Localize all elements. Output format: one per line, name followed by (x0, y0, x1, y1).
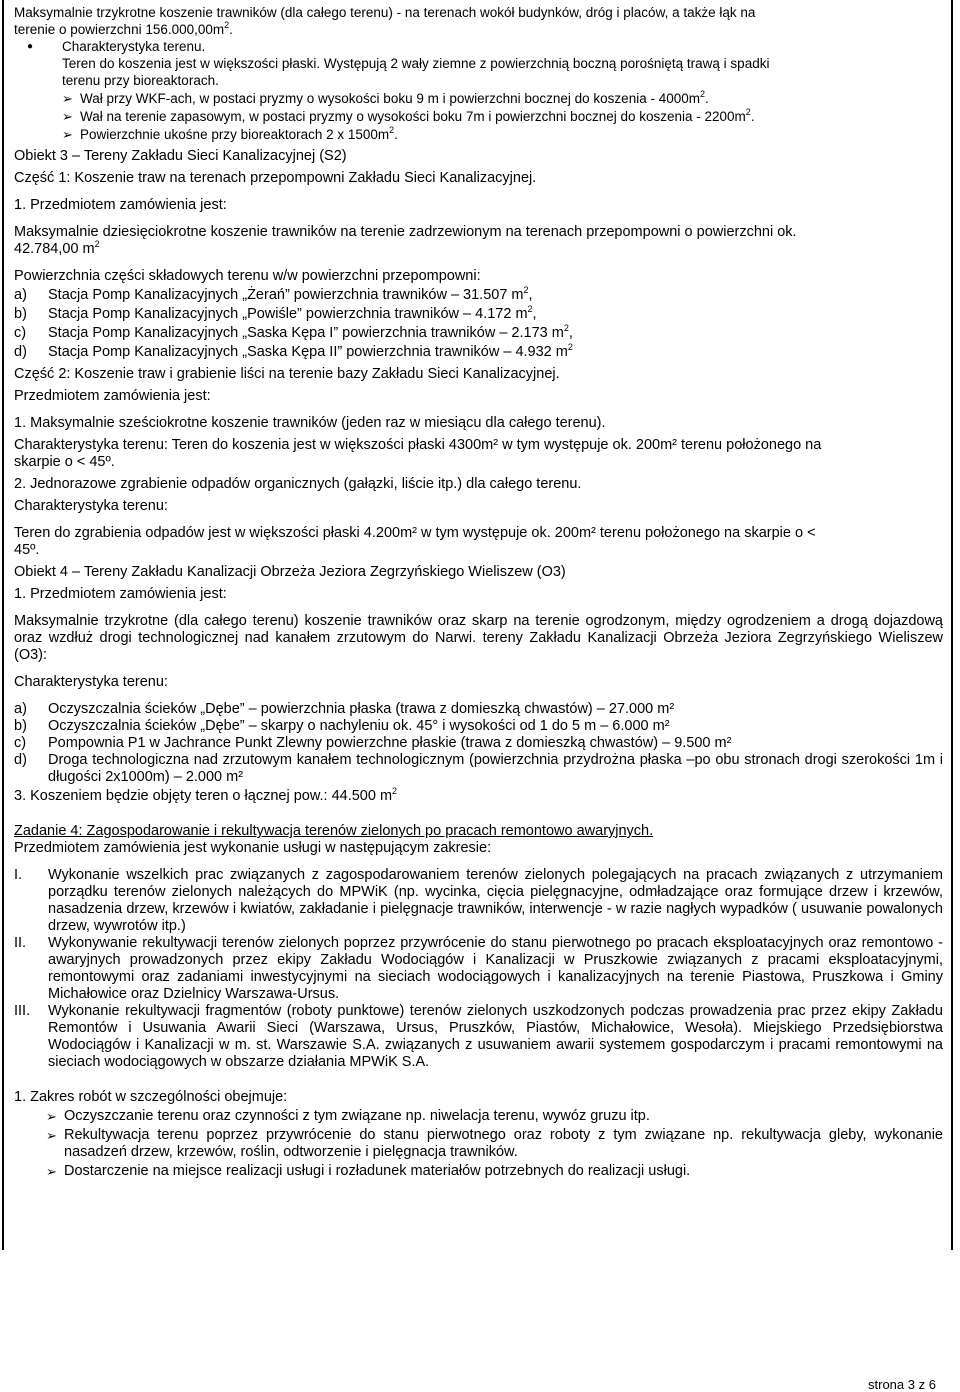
paragraph: 42.784,00 $m^2$ (14, 239, 100, 257)
paragraph: terenie o powierzchni $156.000,00m^2$. (14, 20, 233, 37)
paragraph: 3. Koszeniem będzie objęty teren o łącznej pow.: 44.500 $m^2$ (14, 786, 398, 804)
paragraph: 1. Zakres robót w szczególności obejmuje: (14, 1089, 288, 1105)
right-border (951, 0, 953, 1250)
list-item: b) Oczyszczalnia ścieków „Dębe” – skarpy o nachyleniu ok. 45° i wysokości od 1 do 5 m – 6.000 m² (14, 718, 670, 734)
bullet-item: ● Charakterystyka terenu. (14, 38, 943, 55)
paragraph: Przedmiotem zamówienia jest wykonanie usługi w następującym zakresie: (14, 840, 492, 856)
paragraph: 45º. (14, 542, 40, 558)
paragraph: Charakterystyka terenu: Teren do koszenia jest w większości płaski 4300m² w tym występuje ok. 200m² terenu położonego na (14, 437, 822, 453)
page-number: strona 3 z 6 (868, 1377, 936, 1392)
document-page (14, 0, 943, 1180)
left-border (2, 0, 4, 1250)
paragraph: Maksymalnie trzykrotne koszenie trawników (dla całego terenu) - na terenach wokół budynków, dróg i placów, a także łąk na (14, 5, 756, 20)
paragraph: terenu przy bioreaktorach. (62, 73, 219, 88)
paragraph: Część 2: Koszenie traw i grabienie liści na terenie bazy Zakładu Sieci Kanalizacyjnej. (14, 366, 560, 382)
roman-list-item: III. Wykonanie rekultywacji fragmentów (roboty punktowe) terenów zielonych uszkodzonych podczas prowadzenia prac przez ekipy Zakładu Remontów i Usuwania Awarii Sieci (Warszawa, Ursus, Pruszków, Piastów, Michałowice, Wesoła). Miejskiego Przedsiębiorstwa Wodociągów i Kanalizacji w m. st. Warszawie S.A. związanych z usuwaniem awarii systemem gospodarczym i pracami remontowymi na sieciach wodociągowych w obszarze działania MPWiK S.A. (14, 1003, 943, 1070)
paragraph: Przedmiotem zamówienia jest: (14, 388, 211, 404)
paragraph: 2. Jednorazowe zgrabienie odpadów organicznych (gałązki, liście itp.) dla całego terenu. (14, 476, 582, 492)
list-item: a) Oczyszczalnia ścieków „Dębe” – powierzchnia płaska (trawa z domieszką chwastów) – 27.000 m² (14, 701, 675, 717)
paragraph: 1. Przedmiotem zamówienia jest: (14, 197, 227, 213)
paragraph: Maksymalnie dziesięciokrotne koszenie trawników na terenie zadrzewionym na terenach przepompowni o powierzchni ok. (14, 224, 797, 240)
paragraph: skarpie o < 45º. (14, 454, 115, 470)
arrow-item: ➢ Wał przy WKF-ach, w postaci pryzmy o wysokości boku 9 m i powierzchni bocznej do koszenia - $4000m^2$. (14, 90, 943, 107)
paragraph: 1. Przedmiotem zamówienia jest: (14, 586, 227, 602)
paragraph: Powierzchnia części składowych terenu w/w powierzchni przepompowni: (14, 268, 481, 284)
list-item: b) Stacja Pomp Kanalizacyjnych „Powiśle” powierzchnia trawników – 4.172 $m^2$, (14, 304, 537, 322)
arrow-item: ➢ Oczyszczanie terenu oraz czynności z tym związane np. niwelacja terenu, wywóz gruzu itp. (14, 1108, 943, 1125)
arrow-item: ➢ Wał na terenie zapasowym, w postaci pryzmy o wysokości boku 7m i powierzchni bocznej do koszenia - $2200m^2$. (14, 108, 943, 125)
arrow-item: ➢ Powierzchnie ukośne przy bioreaktorach 2 x $1500m^2$. (14, 126, 943, 143)
task-heading: Zadanie 4: Zagospodarowanie i rekultywacja terenów zielonych po pracach remontowo awaryjnych. (14, 823, 654, 839)
arrow-item: ➢ Dostarczenie na miejsce realizacji usługi i rozładunek materiałów potrzebnych do realizacji usługi. (14, 1163, 943, 1180)
list-item: c) Pompownia P1 w Jachrance Punkt Zlewny powierzchne płaskie (trawa z domieszką chwastów) – 9.500 m² (14, 735, 732, 751)
paragraph: Teren do zgrabienia odpadów jest w większości płaski 4.200m² w tym występuje ok. 200m² terenu położonego na skarpie o < (14, 525, 816, 541)
paragraph: 1. Maksymalnie sześciokrotne koszenie trawników (jeden raz w miesiącu dla całego terenu). (14, 415, 606, 431)
list-item: d) Droga technologiczna nad zrzutowym kanałem technologicznym (powierzchnia przydrożna płaska –po obu stronach drogi szerokości 1m i długości 2x1000m) – 2.000 m² (14, 752, 943, 785)
roman-list-item: I. Wykonanie wszelkich prac związanych z zagospodarowaniem terenów zielonych polegających na pracach związanych z utrzymaniem porządku terenów zielonych należących do MPWiK (np. wycinka, cięcia pielęgnacyjne, odmładzające oraz formujące drzew i krzewów, nasadzenia drzew, krzewów i kwiatów, zakładanie i pielęgnacje trawników, interwencje - w razie nagłych wypadków ( usuwanie powalonych drzew, wywrotów itp.) (14, 867, 943, 934)
section-heading: Obiekt 3 – Tereny Zakładu Sieci Kanalizacyjnej (S2) (14, 148, 347, 164)
list-item: c) Stacja Pomp Kanalizacyjnych „Saska Kępa I” powierzchnia trawników – 2.173 $m^2$, (14, 323, 573, 341)
list-item: a) Stacja Pomp Kanalizacyjnych „Żerań” powierzchnia trawników – 31.507 $m^2$, (14, 285, 533, 303)
paragraph: Charakterystyka terenu: (14, 498, 168, 514)
roman-list-item: II. Wykonywanie rekultywacji terenów zielonych poprzez przywrócenie do stanu pierwotnego po pracach eksploatacyjnych oraz remontowo - awaryjnych prowadzonych przez ekipy Zakładu Wodociągów i Kanalizacji w Pruszkowie związanych z pracami eksploatacyjnymi, remontowymi oraz zadaniami inwestycyjnymi na sieciach wodociągowych i kanalizacyjnych na terenie Piastowa, Pruszkowa i Gminy Michałowice oraz Dzielnicy Warszawa-Ursus. (14, 935, 943, 1002)
paragraph: Teren do koszenia jest w większości płaski. Występują 2 wały ziemne z powierzchnią boczną porośniętą trawą i spadki (62, 56, 770, 71)
section-heading: Obiekt 4 – Tereny Zakładu Kanalizacji Obrzeża Jeziora Zegrzyńskiego Wieliszew (O3) (14, 564, 566, 580)
paragraph: Charakterystyka terenu: (14, 674, 168, 690)
paragraph: Maksymalnie trzykrotne (dla całego terenu) koszenie trawników oraz skarp na terenie ogrodzonym, między ogrodzeniem a drogą dojazdową oraz wzdłuż drogi technologicznej nad kanałem zrzutowym do Narwi. tereny Zakładu Kanalizacji Obrzeża Jeziora Zegrzyńskiego Wieliszew (O3): (14, 613, 943, 663)
list-item: d) Stacja Pomp Kanalizacyjnych „Saska Kępa II” powierzchnia trawników – 4.932 $m^2$ (14, 342, 573, 360)
paragraph: Część 1: Koszenie traw na terenach przepompowni Zakładu Sieci Kanalizacyjnej. (14, 170, 537, 186)
arrow-item: ➢ Rekultywacja terenu poprzez przywrócenie do stanu pierwotnego oraz roboty z tym związane np. rekultywacja gleby, wykonanie nasadzeń drzew, krzewów, roślin, odtworzenie i pielęgnacja trawników. (14, 1127, 943, 1161)
